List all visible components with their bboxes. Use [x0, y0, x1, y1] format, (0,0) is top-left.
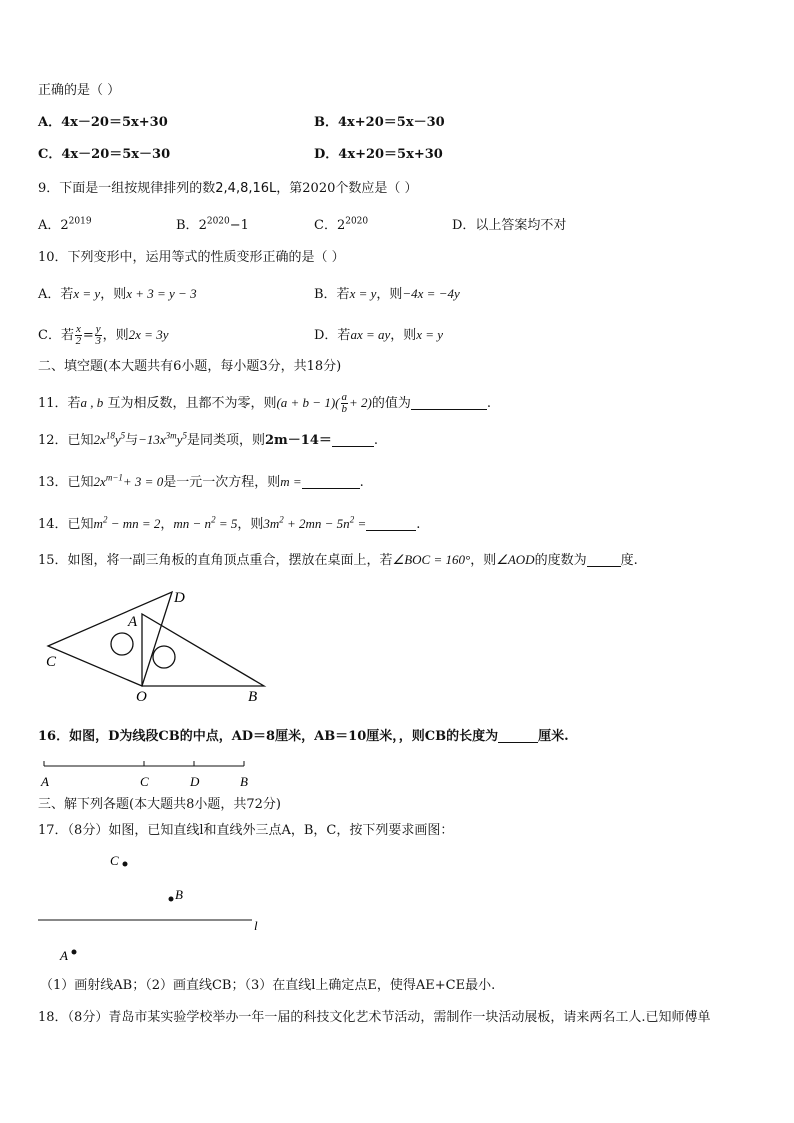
section-2-heading: 二、填空题(本大题共有6小题，每小题3分，共18分)	[38, 359, 342, 374]
q8-stem: 正确的是（ ）	[38, 83, 121, 98]
label-c: C	[46, 654, 57, 670]
q9-option-d: D．以上答案均不对	[452, 218, 567, 233]
fraction: $\frac{y}{3}$	[95, 323, 101, 347]
q11: 11．若a , b 互为相反数，且都不为零，则(a + b − 1)( $\frac{a}{b}$ + 2)的值为 .	[38, 391, 492, 415]
q10-stem: 10．下列变形中，运用等式的性质变形正确的是（ ）	[38, 250, 345, 265]
answer-blank[interactable]	[498, 728, 538, 743]
label-d: D	[174, 590, 185, 606]
q10-option-d: D．若ax = ay，则x = y	[314, 327, 444, 343]
label-a: A	[41, 774, 49, 789]
q9-option-b: B．$2^{2020}-1$	[176, 216, 249, 233]
label-o: O	[136, 689, 147, 705]
point-c	[123, 862, 128, 867]
q8-option-a: A．4x－20＝5x+30	[38, 115, 168, 130]
q17-tasks: （1）画射线AB；（2）画直线CB；（3）在直线l上确定点E，使得AE+CE最小.	[40, 978, 496, 993]
fraction: $\frac{a}{b}$	[341, 391, 347, 415]
label-d: D	[190, 774, 200, 789]
label-a: A	[60, 948, 68, 963]
q9-stem: 9．下面是一组按规律排列的数2,4,8,16L，第2020个数应是（ ）	[38, 181, 418, 196]
q9-option-c: C．$2^{2020}$	[314, 216, 369, 233]
q17-stem: 17．（8分）如图，已知直线l和直线外三点A，B，C，按下列要求画图：	[38, 823, 454, 838]
q13: 13．已知$2x^{m-1}+ 3 = 0$是一元一次方程，则m = .	[38, 472, 364, 490]
q10-option-c: C．若 $\frac{x}{2}$ = $\frac{y}{3}$ ，则2x = 3y	[38, 323, 169, 347]
q9-sequence: 2,4,8,16L	[215, 181, 277, 196]
triangle-ocd	[48, 592, 172, 686]
triangle-figure	[40, 586, 280, 706]
answer-blank[interactable]	[587, 552, 621, 567]
label-c: C	[110, 853, 119, 868]
label-a: A	[128, 614, 138, 630]
label-b: B	[240, 774, 248, 789]
label-c: C	[140, 774, 149, 789]
q8-option-c: C．4x－20＝5x－30	[38, 147, 171, 162]
q18-stem: 18．（8分）青岛市某实验学校举办一年一届的科技文化艺术节活动，需制作一块活动展板，请来两名工人.已知师傅单	[38, 1010, 711, 1025]
q14: 14．已知$m^2$ − mn = 2，mn − $n^2 = 5$，则$3m^2 + 2mn - 5n^2$ = .	[38, 514, 421, 532]
answer-blank[interactable]	[411, 395, 487, 410]
triangle-hole	[111, 633, 133, 655]
label-b: B	[175, 887, 183, 902]
q15: 15．如图，将一副三角板的直角顶点重合，摆放在桌面上，若∠BOC = 160°，则∠AOD的度数为 度.	[38, 552, 638, 568]
answer-blank[interactable]	[302, 474, 360, 489]
q12: 12．已知$2x^{18}y^5$与$-13x^{3m}y^5$是同类项，则2m－14＝ .	[38, 430, 379, 448]
label-b: B	[248, 689, 258, 705]
point-b	[169, 897, 174, 902]
q9-option-a: A．$2^{2019}$	[38, 216, 92, 233]
point-a	[72, 950, 77, 955]
label-l: l	[254, 918, 258, 933]
q8-option-d: D．4x+20＝5x+30	[314, 147, 443, 162]
triangle-hole	[153, 646, 175, 668]
q10-option-a: A．若x = y，则x + 3 = y − 3	[38, 286, 197, 302]
section-3-heading: 三、解下列各题(本大题共8小题，共72分)	[38, 797, 281, 812]
triangle-oab	[142, 614, 264, 686]
q8-option-b: B．4x+20＝5x－30	[314, 115, 445, 130]
q16: 16．如图，D为线段CB的中点，AD＝8厘米，AB＝10厘米，，则CB的长度为 厘米.	[38, 729, 569, 744]
segment-figure	[38, 758, 258, 792]
fraction: $\frac{x}{2}$	[75, 323, 82, 347]
answer-blank[interactable]	[366, 516, 416, 531]
line-points-figure	[36, 848, 276, 968]
answer-blank[interactable]	[332, 432, 374, 447]
q10-option-b: B．若x = y，则−4x = −4y	[314, 286, 460, 302]
